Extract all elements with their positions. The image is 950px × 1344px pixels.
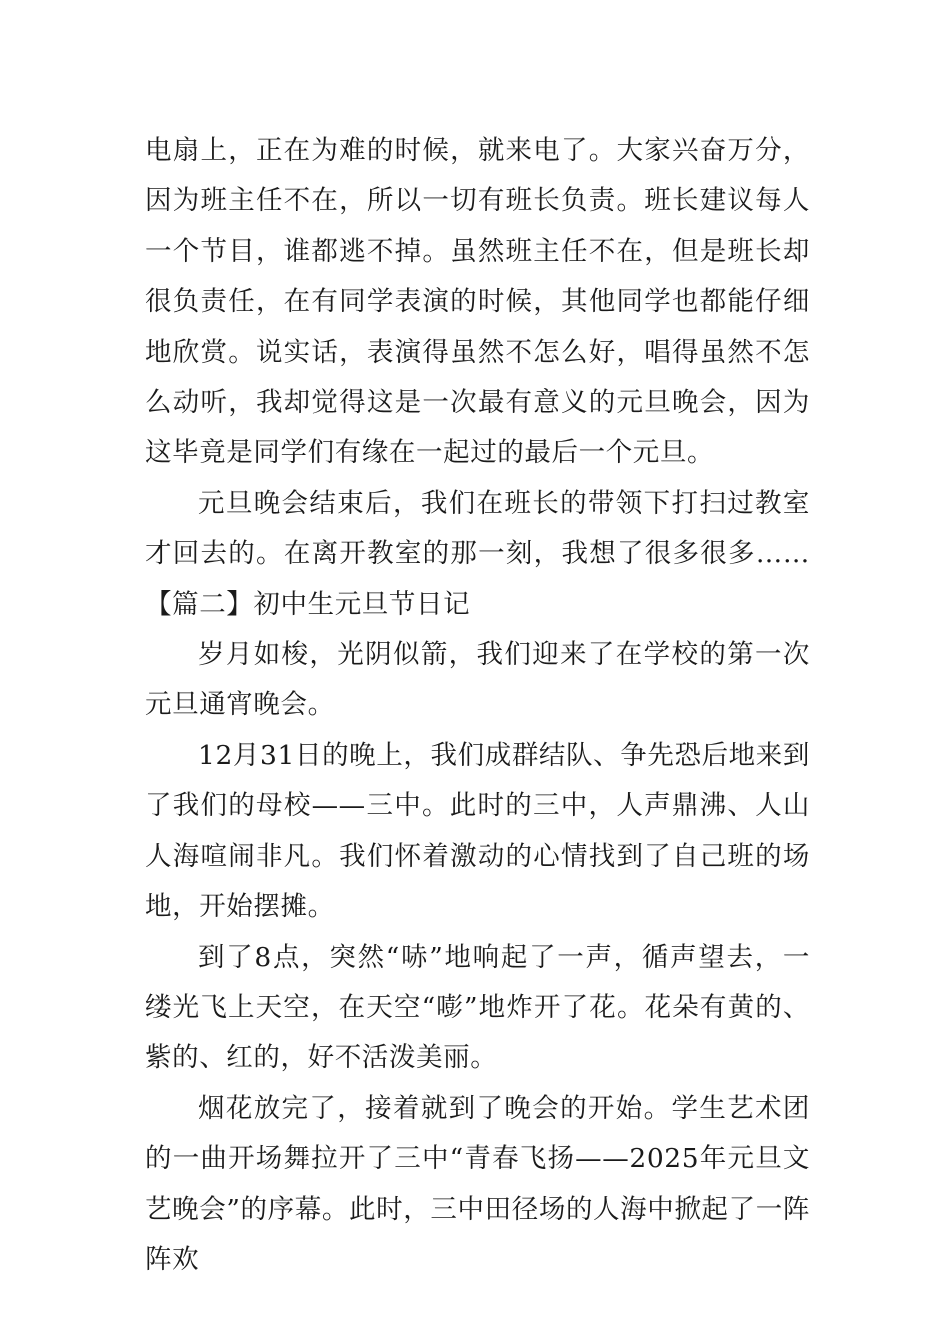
text-body [145, 126, 810, 1285]
paragraph-4: 12月31日的晚上，我们成群结队、争先恐后地来到了我们的母校——三中。此时的三中，人声鼎沸、人山人海喧闹非凡。我们怀着激动的心情找到了自己班的场地，开始摆摊。 [145, 739, 810, 923]
paragraph-6: 烟花放完了，接着就到了晚会的开始。学生艺术团的一曲开场舞拉开了三中“青春飞扬——2025年元旦文艺晚会”的序幕。此时，三中田径场的人海中掀起了一阵阵欢 [145, 1092, 810, 1275]
paragraph-3: 岁月如梭，光阴似箭，我们迎来了在学校的第一次元旦通宵晚会。 [145, 639, 810, 721]
paragraph-1: 电扇上，正在为难的时候，就来电了。大家兴奋万分，因为班主任不在，所以一切有班长负责。班长建议每人一个节目，谁都逃不掉。虽然班主任不在，但是班长却很负责任，在有同学表演的时候，其他同学也都能仔细地欣赏。说实话，表演得虽然不怎么好，唱得虽然不怎么动听，我却觉得这是一次最有意义的元旦晚会，因为这毕竟是同学们有缘在一起过的最后一个元旦。 [145, 135, 810, 469]
paragraph-5: 到了8点，突然“哧”地响起了一声，循声望去，一缕光飞上天空，在天空“嘭”地炸开了花。花朵有黄的、紫的、红的，好不活泼美丽。 [145, 941, 810, 1074]
paragraph-2: 元旦晚会结束后，我们在班长的带领下打扫过教室才回去的。在离开教室的那一刻，我想了很多很多……【篇二】初中生元旦节日记 [145, 487, 810, 620]
